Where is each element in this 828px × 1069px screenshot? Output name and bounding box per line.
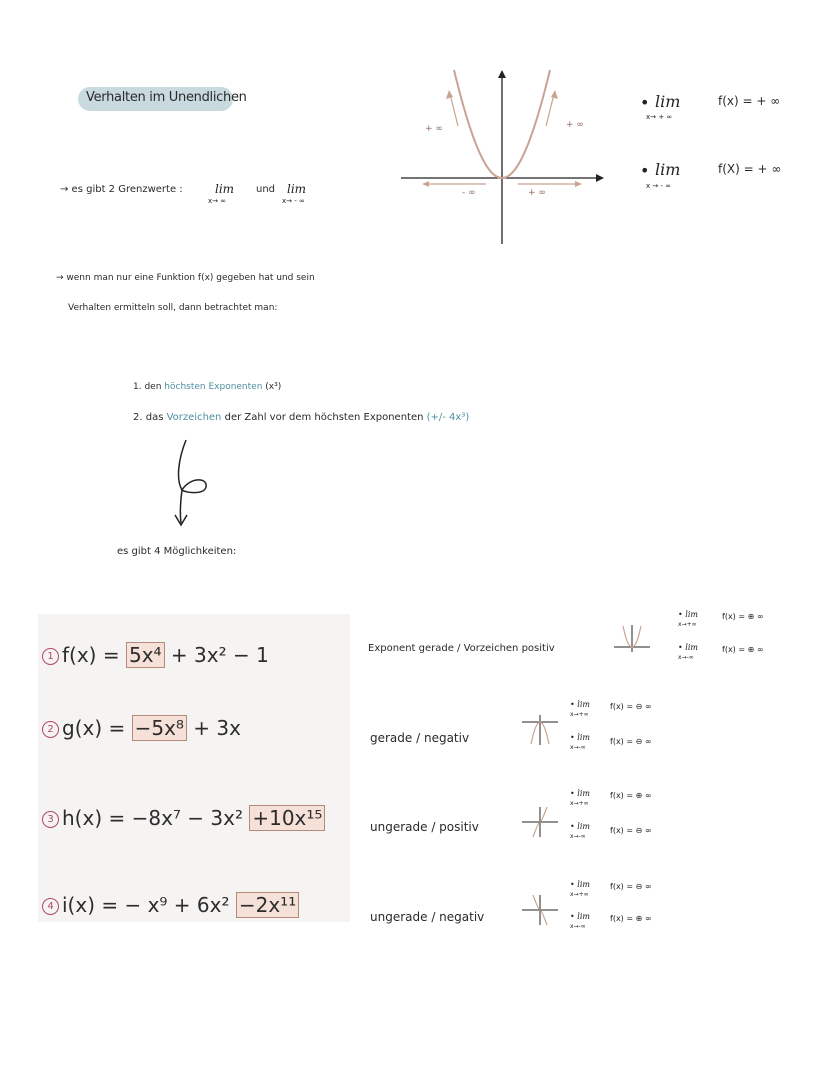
bullet-1: • xyxy=(640,93,650,112)
case-2-lim-bot: • lim x→-∞ xyxy=(570,733,590,751)
case-1-lim-bot-result: f(x) = ⊕ ∞ xyxy=(722,645,764,654)
mini-graph-2 xyxy=(520,714,560,746)
step-2 xyxy=(133,412,469,423)
case-4-lim-bot-word: lim xyxy=(577,912,590,921)
lim-top-2-sub: x → - ∞ xyxy=(646,182,672,190)
case-3-lim-bot-word: lim xyxy=(577,822,590,831)
case-2-lim-top-word: lim xyxy=(577,700,590,709)
equation-2-boxed: −5x⁸ xyxy=(132,715,187,741)
loop-arrow-icon xyxy=(160,435,220,530)
lim-top-2-result: f(X) = + ∞ xyxy=(718,162,782,176)
case-3-lim-bot-sub: x→-∞ xyxy=(570,833,586,840)
equation-1-boxed: 5x⁴ xyxy=(126,642,165,668)
case-1-lim-bot-word: lim xyxy=(685,643,698,652)
equation-4-before: i(x) = − x⁹ + 6x² xyxy=(62,893,236,917)
equation-3 xyxy=(42,806,325,830)
mini-graph-3 xyxy=(520,806,560,838)
case-1-label: Exponent gerade / Vorzeichen positiv xyxy=(368,643,555,654)
case-4-lim-bot: • lim x→-∞ xyxy=(570,912,590,930)
case-1-lim-bot: • lim x→-∞ xyxy=(678,643,698,661)
case-2-lim-bot-result: f(x) = ⊖ ∞ xyxy=(610,737,652,746)
step-1-suffix: (x³) xyxy=(265,382,282,392)
case-3-lim-top: • lim x→+∞ xyxy=(570,789,590,807)
parabola-graph xyxy=(396,66,608,248)
case-4-lim-bot-sub: x→-∞ xyxy=(570,923,586,930)
case-4-lim-bot-result: f(x) = ⊕ ∞ xyxy=(610,914,652,923)
step-2-highlight: Vorzeichen xyxy=(166,412,222,423)
step-2-paren: (+/- 4x³) xyxy=(426,412,470,423)
case-3-lim-top-result: f(x) = ⊕ ∞ xyxy=(610,791,652,800)
equation-4 xyxy=(42,893,299,917)
equation-2-after: + 3x xyxy=(186,716,241,740)
case-1-lim-top-result: f(x) = ⊕ ∞ xyxy=(722,612,764,621)
lim-top-1: lim xyxy=(655,92,681,111)
lim-top-1-result: f(x) = + ∞ xyxy=(718,94,781,108)
case-4-lim-top: • lim x→+∞ xyxy=(570,880,590,898)
lim-label-2: lim xyxy=(287,182,307,196)
case-3-lim-top-sub: x→+∞ xyxy=(570,800,589,807)
step-1-highlight: höchsten Exponenten xyxy=(164,382,263,392)
equation-1 xyxy=(42,643,269,667)
step-2-prefix: 2. das xyxy=(133,412,164,423)
equation-2-before: g(x) = xyxy=(62,716,132,740)
graph-label-left: + ∞ xyxy=(425,124,443,134)
step-2-mid: der Zahl vor dem höchsten Exponenten xyxy=(224,412,424,423)
case-2-lim-top: • lim x→+∞ xyxy=(570,700,590,718)
bullet-2: • xyxy=(640,161,650,180)
case-number-4: 4 xyxy=(42,898,59,915)
case-2-lim-top-sub: x→+∞ xyxy=(570,711,589,718)
step-1-prefix: 1. den xyxy=(133,382,162,392)
case-4-label: ungerade / negativ xyxy=(370,910,485,924)
equation-4-boxed: −2x¹¹ xyxy=(236,892,299,918)
sentence-1: → wenn man nur eine Funktion f(x) gegeben hat und sein xyxy=(56,273,315,283)
case-4-lim-top-result: f(x) = ⊖ ∞ xyxy=(610,882,652,891)
lim-top-2: lim xyxy=(655,160,681,179)
equation-2 xyxy=(42,716,241,740)
case-1-lim-bot-sub: x→-∞ xyxy=(678,654,694,661)
case-2-lim-top-result: f(x) = ⊖ ∞ xyxy=(610,702,652,711)
possibilities-text: es gibt 4 Möglichkeiten: xyxy=(117,546,237,557)
equation-1-after: + 3x² − 1 xyxy=(164,643,269,667)
lim-top-1-sub: x→ + ∞ xyxy=(646,113,673,121)
equation-3-before: h(x) = −8x⁷ − 3x² xyxy=(62,806,250,830)
case-3-lim-bot-result: f(x) = ⊖ ∞ xyxy=(610,826,652,835)
grenzwerte-text: → es gibt 2 Grenzwerte : xyxy=(60,184,183,195)
mini-graph-1 xyxy=(612,623,652,653)
case-3-lim-bot: • lim x→-∞ xyxy=(570,822,590,840)
case-2-label: gerade / negativ xyxy=(370,731,470,745)
graph-label-right: + ∞ xyxy=(566,120,584,130)
lim-sub-1: x→ ∞ xyxy=(208,197,227,205)
equation-1-before: f(x) = xyxy=(62,643,126,667)
case-2-lim-bot-sub: x→-∞ xyxy=(570,744,586,751)
case-3-label: ungerade / positiv xyxy=(370,820,479,834)
case-4-lim-top-word: lim xyxy=(577,880,590,889)
mini-graph-4 xyxy=(520,894,560,926)
case-number-1: 1 xyxy=(42,648,59,665)
case-1-lim-top-word: lim xyxy=(685,610,698,619)
case-number-2: 2 xyxy=(42,721,59,738)
lim-sub-2: x→ - ∞ xyxy=(282,197,305,205)
case-1-lim-top: • lim x→+∞ xyxy=(678,610,698,628)
page-title: Verhalten im Unendlichen xyxy=(86,90,247,105)
case-number-3: 3 xyxy=(42,811,59,828)
case-4-lim-top-sub: x→+∞ xyxy=(570,891,589,898)
und-text: und xyxy=(256,184,276,195)
case-3-lim-top-word: lim xyxy=(577,789,590,798)
step-1 xyxy=(133,382,281,392)
sentence-2: Verhalten ermitteln soll, dann betrachtet man: xyxy=(68,303,278,313)
case-2-lim-bot-word: lim xyxy=(577,733,590,742)
graph-label-plus: + ∞ xyxy=(528,188,546,198)
lim-label-1: lim xyxy=(215,182,235,196)
equation-3-boxed: +10x¹⁵ xyxy=(249,805,325,831)
graph-label-minus: - ∞ xyxy=(462,188,476,198)
case-1-lim-top-sub: x→+∞ xyxy=(678,621,697,628)
